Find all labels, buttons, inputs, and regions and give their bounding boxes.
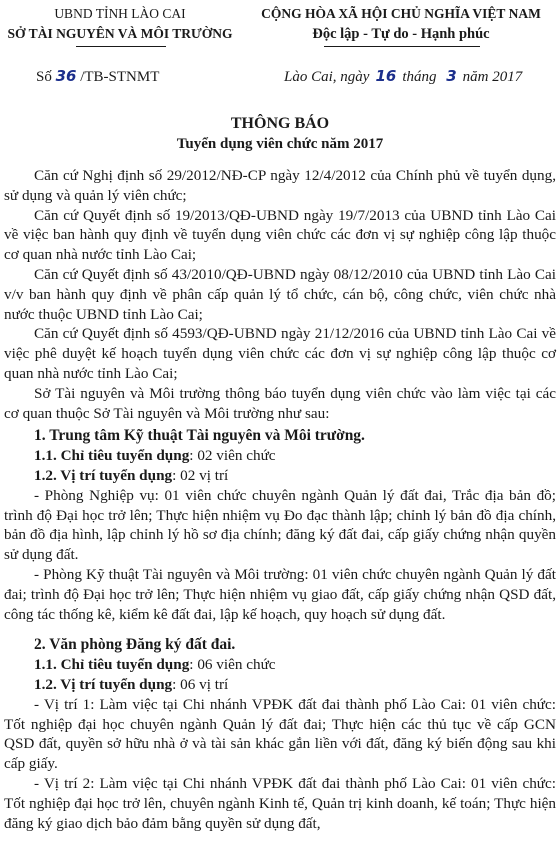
section-1-item-1: - Phòng Nghiệp vụ: 01 viên chức chuyên ngành Quản lý đất đai, Trắc địa bản đồ; trình độ Đại học trở lên; Thực hiện nhiệm vụ Đo đạc thành lập; chỉnh lý bản đồ địa chính, bản đồ địa hình, lập chỉnh lý hồ sơ địa chính; đăng ký đất đai, cấp giấy chứng nhận quyền sử dụng đất. xyxy=(4,486,556,564)
section-2-item-2: - Vị trí 2: Làm việc tại Chi nhánh VPĐK đất đai thành phố Lào Cai: 01 viên chức: Tốt nghiệp đại học trở lên, chuyên ngành Kinh tế, Quản trị kinh doanh, kế toán; Thực hiện đăng ký giao dịch bảo đảm bằng quyền sử dụng đất, xyxy=(4,774,556,832)
document-title: THÔNG BÁO xyxy=(230,115,330,132)
document-number xyxy=(36,67,159,86)
section-1-positions: 1.2. Vị trí tuyển dụng: 02 vị trí xyxy=(34,466,229,484)
legal-basis-1: Căn cứ Nghị định số 29/2012/NĐ-CP ngày 12/4/2012 của Chính phủ về tuyển dụng, sử dụng và quản lý viên chức; xyxy=(4,167,556,204)
date-month-handwritten: 3 xyxy=(446,67,457,85)
date-day-handwritten: 16 xyxy=(375,67,397,85)
issuer-authority: UBND TỈNH LÀO CAI xyxy=(54,6,186,21)
national-title: CỘNG HÒA XÃ HỘI CHỦ NGHĨA VIỆT NAM xyxy=(261,6,541,21)
date-place: Lào Cai, ngày xyxy=(284,69,370,85)
section-1-quota: 1.1. Chỉ tiêu tuyển dụng: 02 viên chức xyxy=(34,447,276,465)
legal-basis-4: Căn cứ Quyết định số 4593/QĐ-UBND ngày 21/12/2016 của UBND tỉnh Lào Cai về việc phê duyệt kế hoạch tuyển dụng viên chức các đơn vị sự nghiệp công lập thuộc cơ quan nhà nước tỉnh Lào Cai; xyxy=(4,325,556,382)
national-motto-block xyxy=(242,4,560,44)
announcement-intro: Sở Tài nguyên và Môi trường thông báo tuyển dụng viên chức vào làm việc tại các cơ quan thuộc Sở Tài nguyên và Môi trường như sau: xyxy=(4,384,556,422)
legal-basis-3: Căn cứ Quyết định số 43/2010/QĐ-UBND ngày 08/12/2010 của UBND tỉnh Lào Cai v/v ban hành quy định về phân cấp quản lý tổ chức, cán bộ, công chức, viên chức nhà nước thuộc UBND tỉnh Lào Cai; xyxy=(4,265,556,323)
date-year: năm 2017 xyxy=(462,69,523,85)
issuer-block xyxy=(4,4,236,44)
issuer-underline xyxy=(76,46,166,47)
document-subtitle: Tuyển dụng viên chức năm 2017 xyxy=(176,136,384,152)
legal-basis-2: Căn cứ Quyết định số 19/2013/QĐ-UBND ngày 19/7/2013 của UBND tỉnh Lào Cai về việc ban hành quy định về tuyển dụng viên chức các đơn vị sự nghiệp công lập thuộc cơ quan nhà nước tỉnh Lào Cai; xyxy=(4,206,556,264)
doc-number-suffix: /TB-STNMT xyxy=(80,69,160,85)
doc-number-handwritten: 36 xyxy=(55,67,77,85)
document-body xyxy=(4,166,556,833)
section-2-heading: 2. Văn phòng Đăng ký đất đai. xyxy=(34,636,236,654)
motto-underline xyxy=(324,46,480,47)
issuer-department: SỞ TÀI NGUYÊN VÀ MÔI TRƯỜNG xyxy=(7,26,233,41)
doc-number-prefix: Số xyxy=(36,69,52,85)
section-1-item-2: - Phòng Kỹ thuật Tài nguyên và Môi trường: 01 viên chức chuyên ngành Quản lý đất đai; trình độ Đại học trở lên; Thực hiện nhiệm vụ giao đất, cấp giấy chứng nhận QSD đất, công tác thống kê, kiểm kê đất đai, lập kế hoạch, quy hoạch sử dụng đất. xyxy=(4,565,556,623)
section-2-item-1: - Vị trí 1: Làm việc tại Chi nhánh VPĐK đất đai thành phố Lào Cai: 01 viên chức: Tốt nghiệp đại học chuyên ngành Quản lý đất đai; Thực hiện các thủ tục về cấp GCN QSD đất, quyền sở hữu nhà ở và tài sản khác gắn liền với đất, đăng ký biến động sau khi cấp giấy. xyxy=(4,695,556,773)
section-2-quota: 1.1. Chỉ tiêu tuyển dụng: 06 viên chức xyxy=(34,656,276,674)
national-motto: Độc lập - Tự do - Hạnh phúc xyxy=(312,26,490,42)
section-2-positions: 1.2. Vị trí tuyển dụng: 06 vị trí xyxy=(34,675,229,693)
document-date xyxy=(284,67,522,86)
date-month-label: tháng xyxy=(402,69,437,85)
section-1-heading: 1. Trung tâm Kỹ thuật Tài nguyên và Môi trường. xyxy=(34,427,365,445)
